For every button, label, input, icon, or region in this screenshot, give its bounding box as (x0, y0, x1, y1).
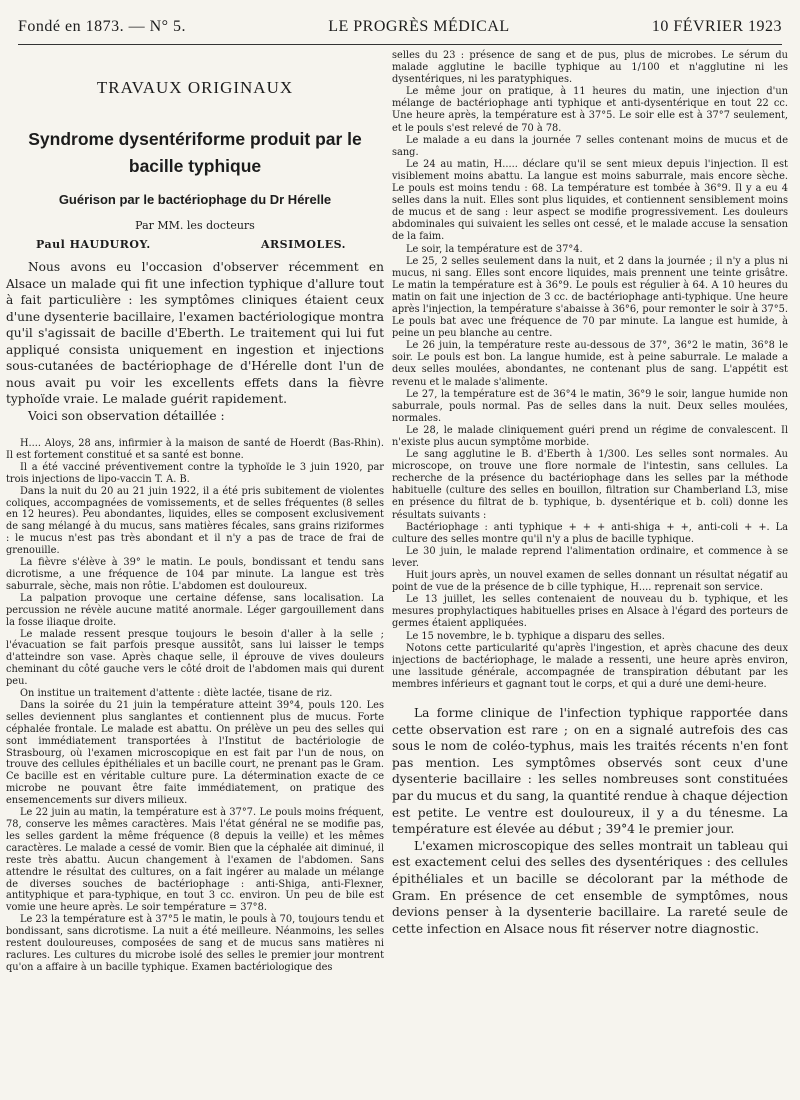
paragraph: Bactériophage : anti typhique + + + anti-shiga + +, anti-coli + +. La culture des selles montre qu'il n'y a plus de bacille typhique. (392, 521, 788, 545)
paragraph: La forme clinique de l'infection typhique rapportée dans cette observation est rare ; on en a signalé autrefois des cas sous le nom de coléo-typhus, mais les traités récents n'en font pas mention. Les symptômes observés sont ceux d'une dysenterie bacillaire : les selles nombreuses sont constituées par du mucus et du sang, la quantité rendue à chaque déjection est petite. Le ventre est douloureux, il y a du ténesme. La température est élevée au début ; 39°4 le premier jour. (392, 705, 788, 837)
observation-left (6, 438, 384, 974)
paragraph: Le 15 novembre, le b. typhique a disparu des selles. (406, 630, 665, 642)
observation-right (392, 50, 788, 691)
paragraph: Le malade a eu dans la journée 7 selles contenant moins de mucus et de sang. (392, 134, 788, 158)
paragraph: Le 30 juin, le malade reprend l'alimentation ordinaire, et commence à se lever. (392, 545, 788, 569)
section-heading: TRAVAUX ORIGINAUX (96, 78, 294, 97)
paragraph: selles du 23 : présence de sang et de pus, plus de microbes. Le sérum du malade agglutine le bacille typhique au 1/100 et n'agglutine ni les dysentériques, ni les paratyphiques. (392, 50, 788, 86)
paragraph: Il a été vacciné préventivement contre la typhoïde le 3 juin 1920, par trois injections de lipo-vaccin T. A. B. (6, 461, 384, 485)
header-date: 10 FÉVRIER 1923 (651, 18, 782, 35)
paragraph: Notons cette particularité qu'après l'ingestion, et après chacune des deux injections de bactériophage, le malade a ressenti, une heure après environ, une lassitude générale, accompagnée de transpiration débutant par les membres inférieurs et gagnant tout le corps, et qui a duré une demi-heure. (392, 642, 788, 690)
paragraph: Le 23 la température est à 37°5 le matin, le pouls à 70, toujours tendu et bondissant, sans dicrotisme. La nuit a été meilleure. Néanmoins, les selles restent douloureuses, composées de sang et de mucus sans matières ni raclures. Les cultures du microbe isolé des selles le premier jour montrent qu'on a affaire à un bacille typhique. Examen bactériologique des (6, 914, 385, 973)
paragraph: Le soir, la température est de 37°4. (406, 243, 583, 255)
byline: Par MM. les docteurs (135, 219, 255, 232)
paragraph: Le 28, le malade cliniquement guéri prend un régime de convalescent. Il n'existe plus aucun symptôme morbide. (392, 424, 788, 448)
paragraph: L'examen microscopique des selles montrait un tableau qui est exactement celui des selles des dysentériques : des cellules épithéliales et un bacille se décolorant par la méthode de Gram. En présence de cet ensemble de symptômes, nous devions penser à la dysenterie bacillaire. La rareté seule de cette infection en Alsace nous fit réserver notre diagnostic. (392, 838, 788, 936)
header-journal-name: LE PROGRÈS MÉDICAL (328, 18, 510, 35)
article-title-line-1: Syndrome dysentériforme produit par le (28, 129, 362, 149)
left-column (6, 50, 384, 974)
paragraph: Le malade ressent presque toujours le besoin d'aller à la selle ; l'évacuation se fait parfois presque aussitôt, sans lui laisser le temps d'atteindre son vase. Après chaque selle, il éprouve de vives douleurs cheminant du côté gauche vers le côté droit de l'abdomen mais qui durent peu. (6, 628, 384, 688)
running-header (18, 12, 782, 42)
paragraph: Dans la nuit du 20 au 21 juin 1922, il a été pris subitement de violentes coliques, accompagnées de vomissements, et de selles fréquentes (8 selles en 12 heures). Peu abondantes, liquides, elles se composent exclusivement de sang mélangé à du mucus, sans matières fécales, sans grains riziformes : le mucus n'est pas très abondant et il n'y a pas de trace de frai de grenouille. (6, 485, 384, 557)
paragraph: Le 27, la température est de 36°4 le matin, 36°9 le soir, langue humide non saburrale, pouls normal. Pas de selles dans la nuit. Deux selles moulées, normales. (392, 388, 788, 424)
paragraph: H.... Aloys, 28 ans, infirmier à la maison de santé de Hoerdt (Bas-Rhin). Il est fortement constitué et sa santé est bonne. (6, 438, 384, 461)
paragraph: Le 25, 2 selles seulement dans la nuit, et 2 dans la journée ; il n'y a plus ni mucus, ni sang. Elles sont encore liquides, mais prennent une teinte grisâtre. Le matin la température est à 36°9. Le pouls est régulier à 64. A 10 heures du matin on fait une injection de 3 cc. de bactériophage anti-typhique. Une heure après l'injection, la température s'abaisse à 36°6, pour remonter le soir à 37°5. Le pouls bat avec une fréquence de 70 par minute. La langue est humide, à peine un peu blanche au centre. (392, 255, 788, 340)
header-founded: Fondé en 1873. — N° 5. (18, 18, 187, 35)
right-column (392, 50, 788, 937)
paragraph: La palpation provoque une certaine défense, sans localisation. La percussion ne révèle aucune matité anormale. Léger gargouillement dans la fosse iliaque droite. (6, 592, 384, 628)
header-rule (18, 44, 782, 45)
paragraph: Le même jour on pratique, à 11 heures du matin, une injection d'un mélange de bactériophage anti typhique et anti-dysentérique en tout 22 cc. Une heure après, la température est à 37°5. Le soir elle est à 37°7 seulement, et le pouls s'est relevé de 70 à 78. (392, 86, 788, 134)
paragraph: Nous avons eu l'occasion d'observer récemment en Alsace un malade qui fit une infection typhique d'allure tout à fait particulière : les symptômes cliniques étaient ceux d'une dysenterie bacillaire, l'examen bactériologique montra qu'il s'agissait de bacille d'Eberth. Le traitement qui lui fut appliqué consista uniquement en ingestion et injections sous-cutanées de bactériophage de d'Hérelle dont l'un de nous avait pu voir les excellents effets dans la fièvre typhoïde vraie. Le malade guérit rapidement. (6, 260, 384, 406)
paragraph: Le 24 au matin, H..... déclare qu'il se sent mieux depuis l'injection. Il est visiblement moins abattu. La langue est moins saburrale, mais encore sèche. Le pouls est moins tendu : 68. La température est tombée à 36°9. Il y a eu 4 selles dans la nuit. Elles sont plus liquides, et contiennent sensiblement moins de mucus et de sang : leur aspect se modifie progressivement. Les douleurs abdominales qui suivaient les selles ont cessé, et le malade accuse la sensation de la faim. (392, 158, 788, 243)
conclusion (392, 705, 788, 937)
paragraph: Le sang agglutine le B. d'Eberth à 1/300. Les selles sont normales. Au microscope, on trouve une flore normale de l'intestin, sans cellules. La recherche de la présence du bactériophage dans les selles par la méthode habituelle (culture des selles en bouillon, filtration sur Chamberland L3, mise en présence du filtrat de b. typhique, b. dysentérique et b. coli) donne les résultats suivants : (392, 449, 788, 521)
paragraph: Le 22 juin au matin, la température est à 37°7. Le pouls moins fréquent, 78, conserve les mêmes caractères. Mais l'état général ne se modifie pas, les selles gardent la même fréquence (8 depuis la veille) et les mêmes caractères. Le malade a cessé de vomir. Bien que la céphalée ait diminué, il reste très abattu. Aucun changement à l'examen de l'abdomen. Sans attendre le résultat des cultures, on a fait ingérer au malade un mélange de diverses souches de bactériophage : anti-Shiga, anti-Flexner, antityphique et para-typhique, en tout 3 cc. environ. Un peu de bile est vomie une heure après. Le soir température = 37°8. (6, 807, 384, 914)
paragraph: Le 13 juillet, les selles contenaient de nouveau du b. typhique, et les mesures prophylactiques habituelles prises en Alsace à l'égard des porteurs de germes étaient appliquées. (392, 594, 788, 630)
paragraph: Huit jours après, un nouvel examen de selles donnant un résultat négatif au point de vue de la présence de b cille typhique, H.... reprenait son service. (392, 570, 788, 594)
paragraph: Dans la soirée du 21 juin la température atteint 39°4, pouls 120. Les selles deviennent plus sanglantes et contiennent plus de mucus. Forte céphalée frontale. Le malade est abattu. On prélève un peu des selles qui sont immédiatement transportées à l'Institut de bactériologie de Strasbourg, où l'examen microscopique en est fait par l'un de nous, on trouve des cellules épithéliales et un bacille court, ne prenant pas le Gram. Ce bacille est en véritable culture pure. La détermination exacte de ce microbe ne pouvant être faite immédiatement, on pratique des ensemencements sur divers milieux. (6, 699, 384, 807)
article-subtitle: Guérison par le bactériophage du Dr Hérelle (58, 192, 332, 207)
paragraph: Le 26 juin, la température reste au-dessous de 37°, 36°2 le matin, 36°8 le soir. Le pouls est bon. La langue humide, est à peine saburrale. Le malade a deux selles moulées, abondantes, ne contenant plus de sang. L'appétit est revenu et le malade s'alimente. (392, 340, 788, 388)
authors (6, 238, 384, 251)
article-title-line-2: bacille typhique (128, 156, 262, 176)
paragraph: On institue un traitement d'attente : diète lactée, tisane de riz. (20, 688, 333, 700)
author-arsimoles: ARSIMOLES. (260, 238, 346, 251)
author-hauduroy: Paul HAUDUROY. (36, 238, 151, 251)
paragraph: La fièvre s'élève à 39° le matin. Le pouls, bondissant et tendu sans dicrotisme, a une fréquence de 104 par minute. La langue est très saburrale, sèche, mais non rôtie. L'abdomen est douloureux. (6, 557, 384, 592)
paragraph: Voici son observation détaillée : (28, 408, 225, 423)
intro-text (6, 259, 384, 424)
